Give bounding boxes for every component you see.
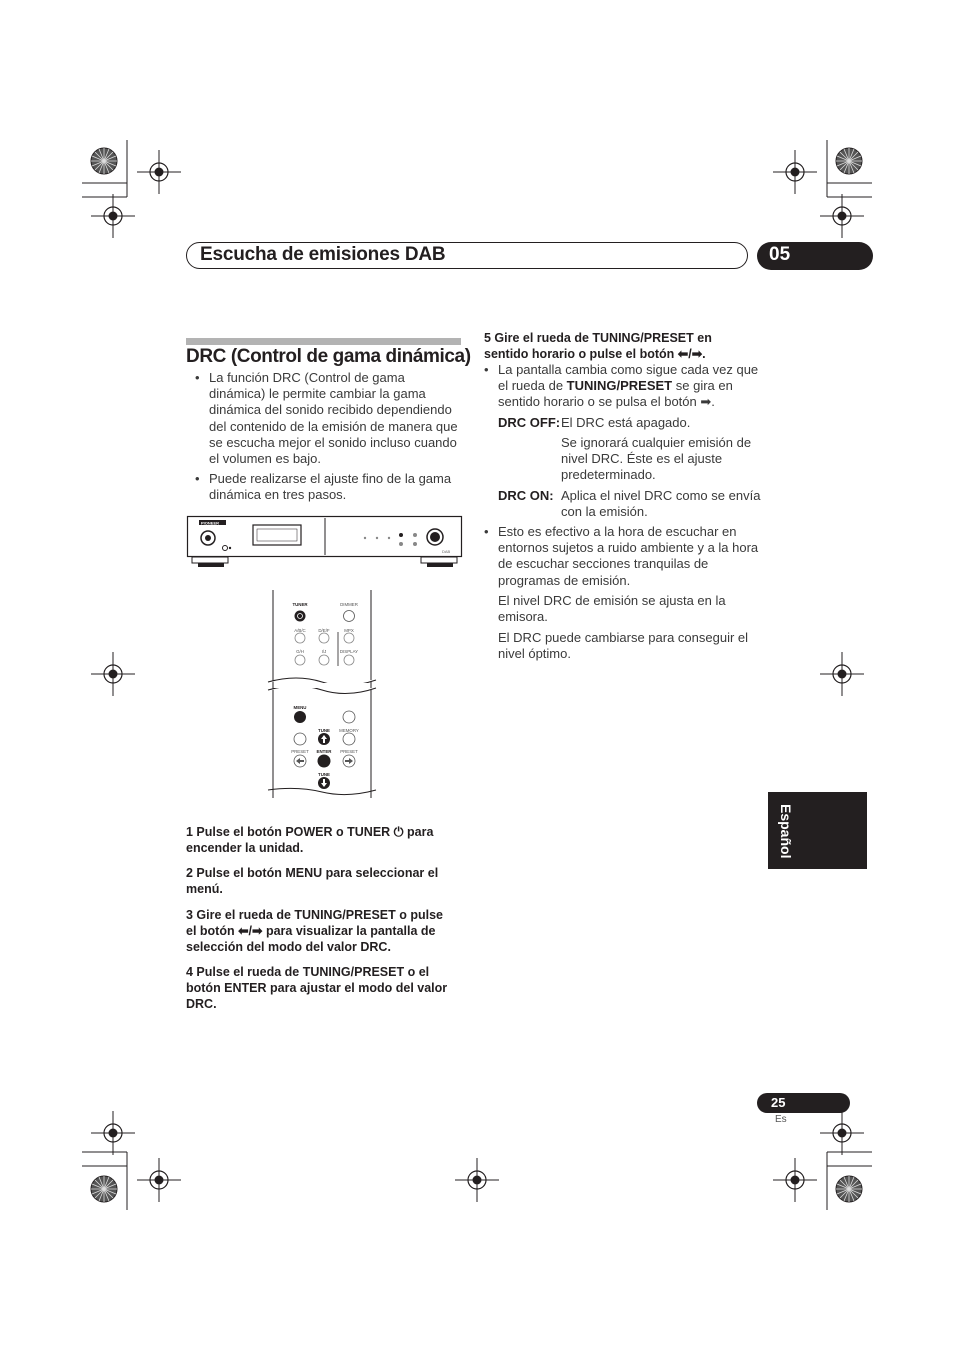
tuner-power-button — [295, 611, 306, 622]
remote-label-memory: MEMORY — [339, 728, 359, 733]
remote-label-abc: A/B/C — [294, 628, 306, 633]
drc-level-para: El nivel DRC de emisión se ajusta en la emisora. — [498, 593, 726, 625]
model-label: DAB — [442, 549, 451, 554]
dimmer-button — [344, 611, 355, 622]
remote-label-mpx: MPX — [344, 628, 354, 633]
def-term-drc-off: DRC OFF: — [498, 415, 561, 430]
section-title: DRC (Control de gama dinámica) — [186, 346, 471, 367]
step-4: 4 Pulse el rueda de TUNING/PRESET o el botón ENTER para ajustar el modo del valor DRC. — [186, 965, 448, 1011]
display-change-bullet: La pantalla cambia como sigue cada vez que el rueda de TUNING/PRESET se gira en sentido horario o se pulsa el botón ➡. — [498, 362, 759, 410]
remote-label-preset-left: PRESET — [291, 749, 309, 754]
chapter-title: Escucha de emisiones DAB — [200, 244, 446, 265]
bullet-dot: • — [484, 524, 489, 539]
remote-label-display: DISPLAY — [339, 649, 359, 654]
remote-label-preset-right: PRESET — [340, 749, 358, 754]
step-1: 1 Pulse el botón POWER o TUNER ⏻ para encender la unidad. — [186, 825, 434, 855]
bullet-dot: • — [484, 362, 489, 377]
step-3: 3 Gire el rueda de TUNING/PRESET o pulse el botón ⬅/➡ para visualizar la pantalla de selección del modo del valor DRC. — [186, 908, 444, 954]
def-drc-off: El DRC está apagado. — [561, 415, 691, 430]
remote-label-enter: ENTER — [316, 749, 332, 754]
remote-label-tuner: TUNER — [292, 602, 308, 607]
intro-bullet-2: Puede realizarse el ajuste fino de la gama dinámica en tres pasos. — [209, 471, 452, 503]
receiver-front-panel — [187, 516, 462, 571]
remote-label-dimmer: DIMMER — [340, 602, 358, 607]
remote-control — [272, 590, 372, 800]
page-language: Es — [775, 1114, 787, 1125]
remote-label-def: D/E/F — [318, 628, 330, 633]
def-term-drc-on: DRC ON: — [498, 488, 554, 503]
def-drc-off-detail: Se ignorará cualquier emisión de nivel DRC. Éste es el ajuste predeterminado. — [561, 435, 752, 483]
brand-text: PIONEER — [201, 520, 220, 526]
remote-label-ij: I/J — [321, 649, 327, 654]
remote-label-tune-up: TUNE — [318, 728, 330, 733]
noise-bullet: Esto es efectivo a la hora de escuchar en entornos sujetos a ruido ambiente y a la hora de escuchar secciones tranquilas de programas de emisión. — [498, 524, 759, 588]
bullet-dot: • — [195, 370, 200, 385]
remote-label-tune-down: TUNE — [318, 772, 330, 777]
remote-label-menu: MENU — [293, 705, 307, 710]
menu-button — [294, 711, 306, 723]
remote-label-gh: G/H — [296, 649, 304, 654]
enter-button — [318, 755, 331, 768]
section-rule — [186, 338, 461, 345]
bullet-dot: • — [195, 471, 200, 486]
language-tab-label: Español — [778, 803, 794, 859]
drc-change-para: El DRC puede cambiarse para conseguir el nivel óptimo. — [498, 630, 749, 662]
chapter-number: 05 — [769, 244, 791, 265]
page-number: 25 — [771, 1095, 786, 1110]
step-5: 5 Gire el rueda de TUNING/PRESET en sentido horario o pulse el botón ⬅/➡. — [484, 331, 712, 361]
def-drc-on: Aplica el nivel DRC como se envía con la emisión. — [561, 488, 761, 520]
step-2: 2 Pulse el botón MENU para seleccionar el menú. — [186, 866, 439, 896]
intro-bullet-1: La función DRC (Control de gama dinámica) le permite cambiar la gama dinámica del sonido recibido dependiendo del contenido de la emisión de manera que se escucha mejor el sonido incluso cuando el volumen es bajo. — [209, 370, 458, 467]
